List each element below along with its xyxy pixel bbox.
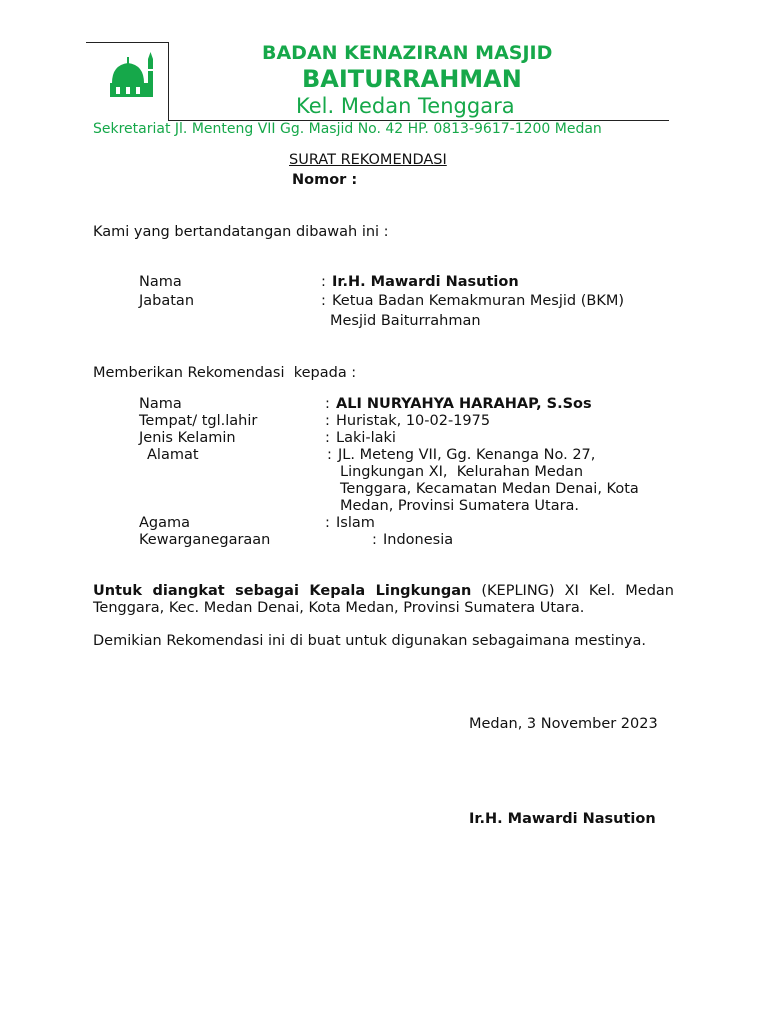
signatory-name-value: Ir.H. Mawardi Nasution xyxy=(332,274,519,290)
signer-name: Ir.H. Mawardi Nasution xyxy=(469,811,656,827)
recipient-birth-value: Huristak, 10-02-1975 xyxy=(336,413,491,429)
org-name-line1: BADAN KENAZIRAN MASJID xyxy=(262,42,553,64)
signatory-position-value-line2: Mesjid Baiturrahman xyxy=(330,313,481,329)
recipient-birth-colon: : xyxy=(325,413,330,429)
letter-number: Nomor : xyxy=(292,172,358,188)
letter-title: SURAT REKOMENDASI xyxy=(289,152,447,168)
recipient-address-line: Medan, Provinsi Sumatera Utara. xyxy=(340,498,580,514)
recipient-gender-label: Jenis Kelamin xyxy=(139,430,236,446)
recipient-citizenship-colon: : xyxy=(372,532,377,548)
recommend-intro-text: Memberikan Rekomendasi kepada : xyxy=(93,365,357,381)
closing-paragraph: Demikian Rekomendasi ini di buat untuk digunakan sebagaimana mestinya. xyxy=(93,633,646,649)
signatory-name-colon: : xyxy=(321,274,326,290)
signatory-position-colon: : xyxy=(321,293,326,309)
purpose-rest-text: (KEPLING) XI Kel. Medan Tenggara, Kec. Medan Denai, Kota Medan, Provinsi Sumatera Utara. xyxy=(93,583,674,616)
org-name-line3: Kel. Medan Tenggara xyxy=(296,94,515,118)
org-name-line2: BAITURRAHMAN xyxy=(302,65,522,93)
recipient-religion-label: Agama xyxy=(139,515,191,531)
recipient-address-line: Lingkungan XI, Kelurahan Medan xyxy=(340,464,584,480)
org-address: Sekretariat Jl. Menteng VII Gg. Masjid No. 42 HP. 0813-9617-1200 Medan xyxy=(93,121,602,137)
recipient-citizenship-label: Kewarganegaraan xyxy=(139,532,271,548)
recipient-name-label: Nama xyxy=(139,396,182,412)
intro-text: Kami yang bertandatangan dibawah ini : xyxy=(93,224,389,240)
recipient-address-line: Tenggara, Kecamatan Medan Denai, Kota xyxy=(340,481,639,497)
recipient-address-colon: : xyxy=(327,447,332,463)
recipient-religion-colon: : xyxy=(325,515,330,531)
recipient-name-value: ALI NURYAHYA HARAHAP, S.Sos xyxy=(336,396,592,412)
signatory-name-label: Nama xyxy=(139,274,182,290)
signatory-position-value: Ketua Badan Kemakmuran Mesjid (BKM) xyxy=(332,293,625,309)
recipient-name-colon: : xyxy=(325,396,330,412)
purpose-bold-text: Untuk diangkat sebagai Kepala Lingkungan xyxy=(93,583,472,599)
mosque-crescent-icon xyxy=(88,47,168,117)
recipient-citizenship-value: Indonesia xyxy=(383,532,454,548)
signatory-position-label: Jabatan xyxy=(139,293,195,309)
recipient-gender-value: Laki-laki xyxy=(336,430,396,446)
recipient-address-line: JL. Meteng VII, Gg. Kenanga No. 27, xyxy=(338,447,596,463)
place-date: Medan, 3 November 2023 xyxy=(469,716,658,732)
logo-frame xyxy=(86,42,169,121)
recipient-gender-colon: : xyxy=(325,430,330,446)
purpose-paragraph xyxy=(93,583,674,617)
recipient-address-label: Alamat xyxy=(147,447,199,463)
recipient-religion-value: Islam xyxy=(336,515,375,531)
recipient-birth-label: Tempat/ tgl.lahir xyxy=(139,413,258,429)
